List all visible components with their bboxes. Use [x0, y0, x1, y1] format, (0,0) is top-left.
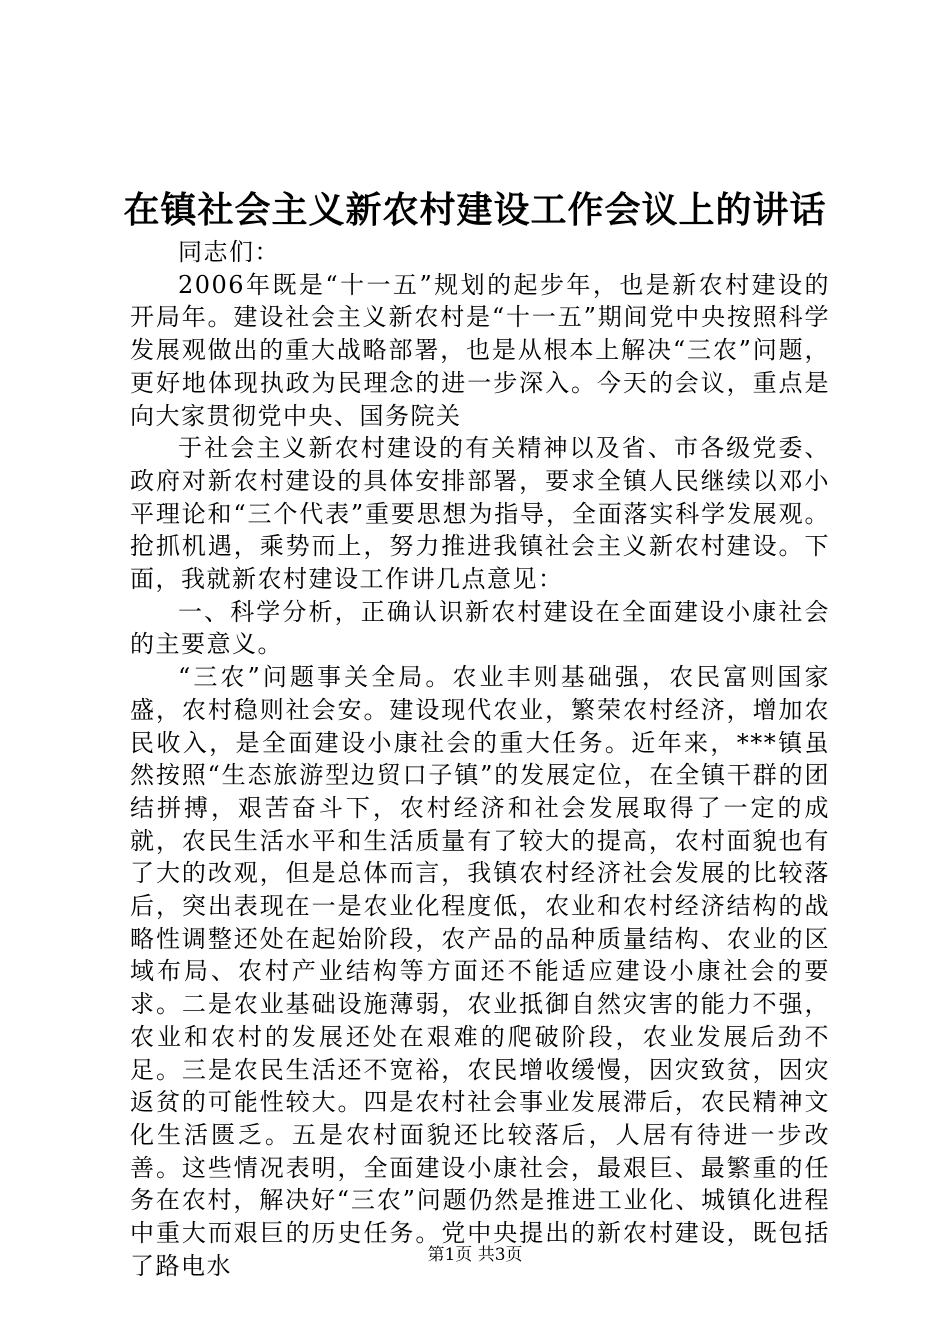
salutation-paragraph: 同志们： — [178, 238, 280, 266]
body-paragraph: 2006年既是“十一五”规划的起步年，也是新农村建设的开局年。建设社会主义新农村是“十一五”期间党中央按照科学发展观做出的重大战略部署，也是从根本上解决“三农”问题，更好地体现执政为民理念的进一步深入。今天的会议，重点是向大家贯彻党中央、国务院关 — [130, 270, 830, 430]
document-title: 在镇社会主义新农村建设工作会议上的讲话 — [123, 189, 827, 231]
page-footer: 第1页 共3页 — [427, 1245, 523, 1265]
section-heading-paragraph: 一、科学分析，正确认识新农村建设在全面建设小康社会的主要意义。 — [130, 597, 830, 659]
body-paragraph: 于社会主义新农村建设的有关精神以及省、市各级党委、政府对新农村建设的具体安排部署，要求全镇人民继续以邓小平理论和“三个代表”重要思想为指导，全面落实科学发展观。抢抓机遇，乘势而上，努力推进我镇社会主义新农村建设。下面，我就新农村建设工作讲几点意见： — [130, 434, 830, 594]
document-body — [130, 236, 830, 1283]
body-paragraph: “三农”问题事关全局。农业丰则基础强，农民富则国家盛，农村稳则社会安。建设现代农业，繁荣农村经济，增加农民收入，是全面建设小康社会的重大任务。近年来，***镇虽然按照“生态旅游型边贸口子镇”的发展定位，在全镇干群的团结拼搏，艰苦奋斗下，农村经济和社会发展取得了一定的成就，农民生活水平和生活质量有了较大的提高，农村面貌也有了大的改观，但是总体而言，我镇农村经济社会发展的比较落后，突出表现在一是农业化程度低，农业和农村经济结构的战略性调整还处在起始阶段，农产品的品种质量结构、农业的区域布局、农村产业结构等方面还不能适应建设小康社会的要求。二是农业基础设施薄弱，农业抵御自然灾害的能力不强，农业和农村的发展还处在艰难的爬破阶段，农业发展后劲不足。三是农民生活还不宽裕，农民增收缓慢，因灾致贫，因灾返贫的可能性较大。四是农村社会事业发展滞后，农民精神文化生活匮乏。五是农村面貌还比较落后，人居有待进一步改善。这些情况表明，全面建设小康社会，最艰巨、最繁重的任务在农村，解决好“三农”问题仍然是推进工业化、城镇化进程中重大而艰巨的历史任务。党中央提出的新农村建设，既包括了路电水 — [130, 663, 830, 1280]
